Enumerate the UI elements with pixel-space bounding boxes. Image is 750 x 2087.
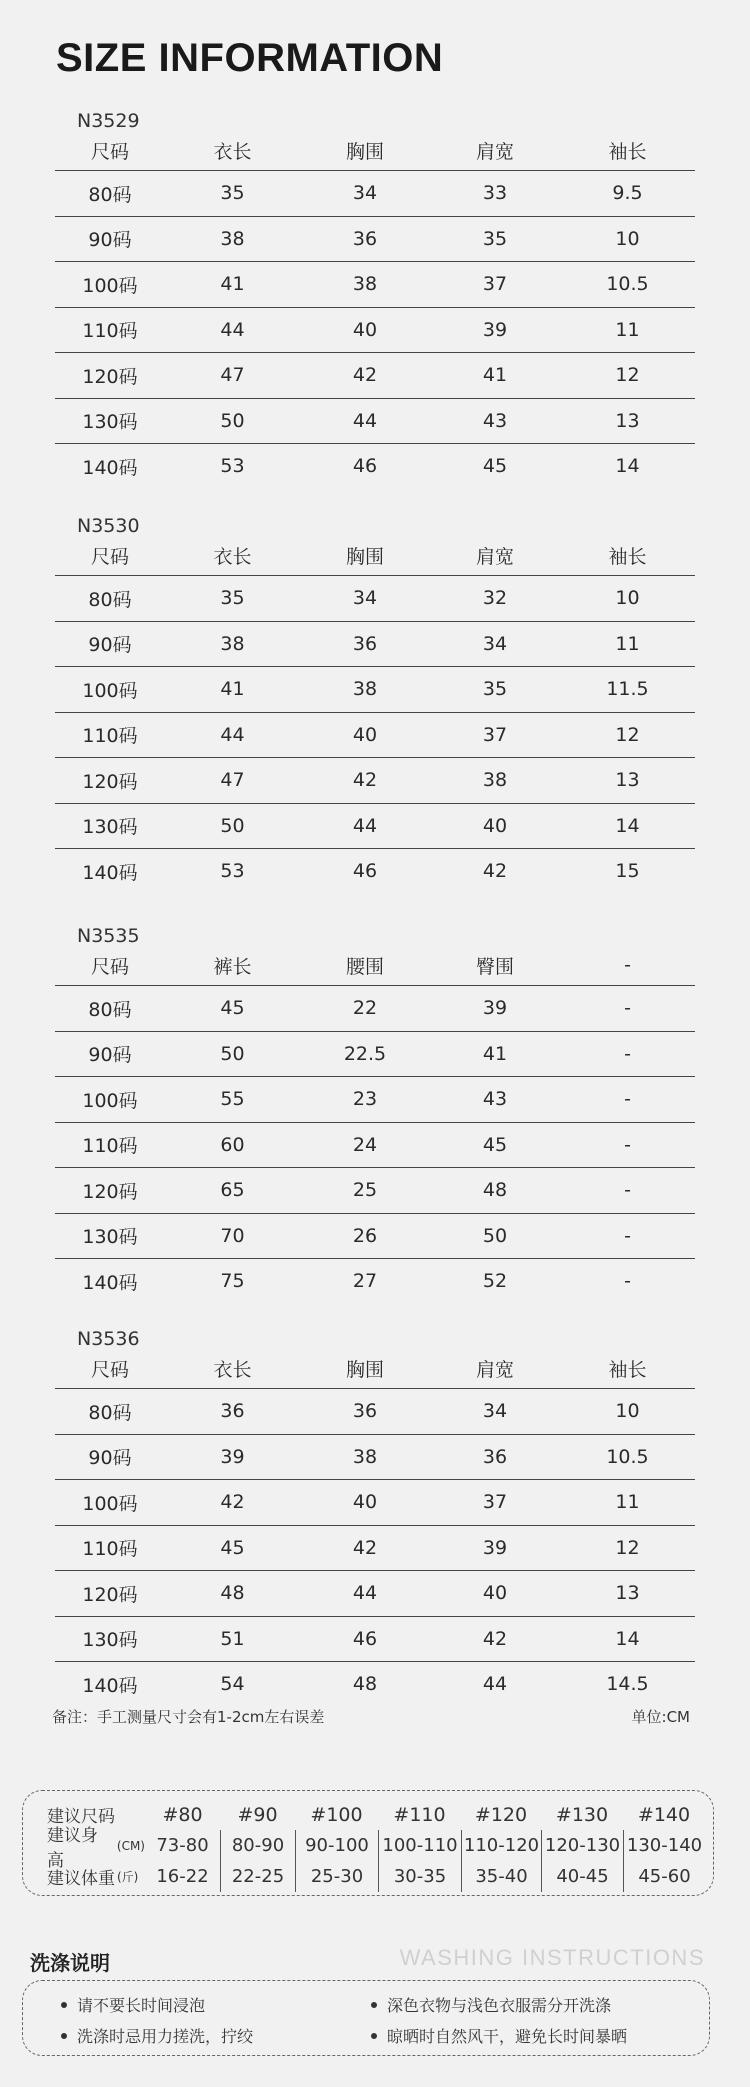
table-cell: 39 (482, 1536, 508, 1559)
column-header: 衣长 (213, 545, 252, 568)
table-cell: 25 (352, 1179, 378, 1202)
table-row (55, 1435, 695, 1481)
table-cell: 45 (220, 1536, 245, 1559)
bullet-icon (371, 2002, 377, 2008)
recommend-height: 73-80 (156, 1835, 209, 1856)
table-cell: 55 (220, 1088, 245, 1111)
table-row (55, 1526, 695, 1572)
table-cell: 36 (220, 1400, 245, 1423)
table-cell: 54 (220, 1673, 245, 1696)
table-cell: 13 (615, 409, 640, 432)
recommend-weight-label: 建议体重 (斤) (47, 1869, 139, 1889)
column-header: 袖长 (608, 545, 647, 568)
table-row (55, 217, 695, 263)
table-row (55, 1662, 695, 1707)
table-cell: 33 (482, 182, 508, 205)
table-row (55, 1214, 695, 1260)
column-header: 腰围 (345, 955, 384, 978)
table-cell: 39 (482, 997, 508, 1020)
table-cell: 110码 (82, 1538, 138, 1561)
table-row (55, 171, 695, 217)
size-table-n3529 (55, 110, 695, 489)
table-row (55, 1077, 695, 1123)
table-cell: 38 (352, 1445, 378, 1468)
column-header: 衣长 (213, 140, 252, 163)
table-cell: 12 (615, 364, 640, 387)
table-cell: 37 (482, 723, 508, 746)
note-text: 备注：手工测量尺寸会有1-2cm左右误差 (52, 1708, 325, 1726)
table-cell: 45 (220, 997, 245, 1020)
table-cell: 120码 (82, 1180, 138, 1203)
table-cell: 27 (352, 1270, 378, 1293)
washing-title-en: WASHING INSTRUCTIONS (399, 1945, 705, 1970)
table-cell: 37 (482, 1491, 508, 1514)
table-cell: 14 (615, 814, 640, 837)
table-row (55, 308, 695, 354)
table-cell: 12 (615, 1536, 640, 1559)
table-cell: 42 (352, 364, 378, 387)
table-cell: 52 (482, 1270, 508, 1293)
column-header: 胸围 (345, 545, 384, 568)
table-cell: 80码 (88, 998, 132, 1021)
table-cell: 48 (220, 1582, 245, 1605)
table-cell: 80码 (88, 588, 132, 611)
table-cell: 41 (220, 273, 245, 296)
table-row (55, 986, 695, 1032)
column-header: 肩宽 (475, 545, 514, 568)
recommend-size-label: 建议尺码 (47, 1807, 115, 1827)
table-cell: - (624, 1042, 631, 1065)
table-cell: 140码 (82, 456, 138, 479)
table-cell: 44 (220, 318, 245, 341)
table-cell: 120码 (82, 1583, 138, 1606)
table-cell: 40 (482, 814, 508, 837)
column-header: 尺码 (90, 545, 129, 568)
table-cell: 35 (220, 182, 245, 205)
table-cell: 41 (482, 364, 508, 387)
column-header: 尺码 (90, 955, 129, 978)
recommend-weight: 45-60 (623, 1861, 705, 1892)
table-cell: 130码 (82, 411, 138, 434)
table-cell: 110码 (82, 1135, 138, 1158)
table-cell: 140码 (82, 1674, 138, 1697)
table-cell: 42 (482, 1627, 508, 1650)
table-cell: - (624, 997, 631, 1020)
table-cell: 10 (615, 1400, 640, 1423)
table-cell: 35 (220, 587, 245, 610)
table-cell: - (624, 1133, 631, 1156)
table-cell: 42 (352, 1536, 378, 1559)
table-cell: 14 (615, 1627, 640, 1650)
table-cell: 38 (352, 678, 378, 701)
table-cell: 51 (220, 1627, 245, 1650)
table-cell: 11 (615, 632, 640, 655)
table-cell: 34 (482, 632, 508, 655)
table-cell: 90码 (88, 1044, 132, 1067)
table-cell: 43 (482, 1088, 508, 1111)
column-header: 裤长 (213, 955, 252, 978)
table-cell: 47 (220, 769, 245, 792)
table-cell: 65 (220, 1179, 245, 1202)
recommend-weight: 16-22 (156, 1866, 209, 1887)
table-cell: 100码 (82, 274, 138, 297)
recommend-size: #110 (393, 1803, 446, 1826)
table-cell: 140码 (82, 1271, 138, 1294)
recommend-height: 90-100 (295, 1830, 378, 1861)
table-row (55, 444, 695, 489)
table-cell: 38 (482, 769, 508, 792)
recommend-size: #100 (310, 1803, 363, 1826)
table-cell: 35 (482, 227, 508, 250)
column-header: 衣长 (213, 1358, 252, 1381)
table-cell: 41 (220, 678, 245, 701)
table-cell: 100码 (82, 679, 138, 702)
table-cell: 53 (220, 860, 245, 883)
recommend-weight: 25-30 (295, 1861, 378, 1892)
table-cell: 45 (482, 1133, 508, 1156)
column-header: 肩宽 (475, 140, 514, 163)
table-cell: 100码 (82, 1089, 138, 1112)
table-cell: 80码 (88, 1401, 132, 1424)
column-header: - (624, 954, 631, 976)
table-cell: 11 (615, 318, 640, 341)
table-cell: 50 (220, 814, 245, 837)
table-row (55, 758, 695, 804)
recommendation-box (22, 1790, 714, 1896)
table-cell: - (624, 1088, 631, 1111)
table-cell: 11.5 (606, 678, 649, 701)
table-cell: 40 (352, 1491, 378, 1514)
table-cell: 40 (352, 723, 378, 746)
recommend-weight: 40-45 (541, 1861, 623, 1892)
recommend-size: #140 (637, 1803, 691, 1826)
recommend-size: #130 (555, 1803, 609, 1826)
table-cell: 10 (615, 227, 640, 250)
table-cell: 46 (352, 1627, 378, 1650)
table-row (55, 622, 695, 668)
table-cell: 41 (482, 1042, 508, 1065)
table-cell: 50 (482, 1224, 508, 1247)
table-cell: 40 (352, 318, 378, 341)
table-cell: 130码 (82, 1629, 138, 1652)
table-row (55, 1571, 695, 1617)
table-cell: 13 (615, 1582, 640, 1605)
table-cell: 34 (482, 1400, 508, 1423)
table-row (55, 1617, 695, 1663)
recommend-size: #80 (162, 1803, 203, 1826)
bullet-icon (61, 2033, 67, 2039)
table-header-row (55, 1348, 695, 1389)
table-header-row (55, 130, 695, 171)
table-header-row (55, 535, 695, 576)
table-cell: 26 (352, 1224, 378, 1247)
size-table-n3535 (55, 925, 695, 1304)
table-cell: 50 (220, 409, 245, 432)
washing-box (22, 1980, 710, 2056)
table-cell: 42 (220, 1491, 245, 1514)
table-cell: 90码 (88, 229, 132, 252)
recommend-height: 130-140 (623, 1830, 705, 1861)
recommend-weight: 22-25 (220, 1861, 295, 1892)
table-cell: 120码 (82, 365, 138, 388)
table-cell: 36 (352, 227, 378, 250)
table-cell: 37 (482, 273, 508, 296)
recommend-weight: 35-40 (461, 1861, 541, 1892)
table-cell: 23 (352, 1088, 378, 1111)
column-header: 尺码 (90, 1358, 129, 1381)
recommend-size: #120 (474, 1803, 528, 1826)
table-cell: 9.5 (612, 182, 643, 205)
table-cell: 100码 (82, 1492, 138, 1515)
table-cell: 50 (220, 1042, 245, 1065)
table-cell: 43 (482, 409, 508, 432)
table-row (55, 804, 695, 850)
size-table-n3530 (55, 515, 695, 894)
measurement-note (52, 1706, 690, 1727)
product-code: N3536 (77, 1328, 140, 1350)
recommend-height: 110-120 (461, 1830, 541, 1861)
table-cell: 46 (352, 860, 378, 883)
washing-item: 请不要长时间浸泡 (61, 1993, 205, 2016)
table-header-row (55, 945, 695, 986)
table-cell: 34 (352, 587, 378, 610)
table-cell: 44 (352, 409, 378, 432)
table-cell: 44 (352, 814, 378, 837)
size-table-n3536 (55, 1328, 695, 1707)
table-row (55, 1168, 695, 1214)
table-cell: 90码 (88, 634, 132, 657)
table-cell: 47 (220, 364, 245, 387)
recommend-size: #90 (237, 1803, 278, 1826)
bullet-icon (61, 2002, 67, 2008)
table-row (55, 1389, 695, 1435)
bullet-icon (371, 2033, 377, 2039)
column-header: 尺码 (90, 140, 129, 163)
page-title: SIZE INFORMATION (56, 36, 444, 80)
table-cell: 12 (615, 723, 640, 746)
table-cell: 75 (220, 1270, 245, 1293)
table-row (55, 1480, 695, 1526)
table-row (55, 262, 695, 308)
table-cell: 38 (220, 632, 245, 655)
column-header: 袖长 (608, 140, 647, 163)
table-cell: - (624, 1179, 631, 1202)
table-cell: 24 (352, 1133, 378, 1156)
table-cell: 14.5 (606, 1673, 649, 1696)
table-cell: 46 (352, 455, 378, 478)
unit-text: 单位:CM (631, 1708, 690, 1726)
table-cell: 110码 (82, 725, 138, 748)
column-header: 胸围 (345, 140, 384, 163)
table-cell: 15 (615, 860, 640, 883)
table-cell: 32 (482, 587, 508, 610)
table-cell: 140码 (82, 861, 138, 884)
washing-item: 深色衣物与浅色衣服需分开洗涤 (371, 1993, 611, 2016)
table-cell: 44 (220, 723, 245, 746)
table-cell: 38 (352, 273, 378, 296)
table-cell: 39 (220, 1445, 245, 1468)
table-cell: 34 (352, 182, 378, 205)
table-cell: 11 (615, 1491, 640, 1514)
table-row (55, 1123, 695, 1169)
table-row (55, 1259, 695, 1304)
table-row (55, 1032, 695, 1078)
table-cell: 22 (352, 997, 378, 1020)
table-cell: 42 (482, 860, 508, 883)
table-cell: 36 (352, 632, 378, 655)
table-row (55, 399, 695, 445)
table-cell: 45 (482, 455, 508, 478)
product-code: N3530 (77, 515, 140, 537)
table-cell: 130码 (82, 1226, 138, 1249)
table-cell: 130码 (82, 816, 138, 839)
table-row (55, 667, 695, 713)
table-cell: 48 (352, 1673, 378, 1696)
column-header: 臀围 (475, 955, 514, 978)
product-code: N3535 (77, 925, 140, 947)
table-cell: 44 (352, 1582, 378, 1605)
table-cell: 38 (220, 227, 245, 250)
table-cell: 60 (220, 1133, 245, 1156)
table-cell: 44 (482, 1673, 508, 1696)
table-cell: 39 (482, 318, 508, 341)
table-row (55, 849, 695, 894)
recommend-weight: 30-35 (378, 1861, 461, 1892)
column-header: 肩宽 (475, 1358, 514, 1381)
column-header: 袖长 (608, 1358, 647, 1381)
table-cell: 13 (615, 769, 640, 792)
recommend-height: 80-90 (220, 1830, 295, 1861)
table-cell: 35 (482, 678, 508, 701)
table-cell: 42 (352, 769, 378, 792)
table-cell: 14 (615, 455, 640, 478)
product-code: N3529 (77, 110, 140, 132)
table-cell: 36 (352, 1400, 378, 1423)
recommend-height: 100-110 (378, 1830, 461, 1861)
table-cell: 22.5 (343, 1042, 387, 1065)
table-cell: 40 (482, 1582, 508, 1605)
table-cell: 48 (482, 1179, 508, 1202)
table-cell: 120码 (82, 770, 138, 793)
table-row (55, 713, 695, 759)
recommendation-grid (35, 1799, 705, 1892)
table-row (55, 353, 695, 399)
table-cell: 70 (220, 1224, 245, 1247)
table-cell: 90码 (88, 1447, 132, 1470)
recommend-height: 120-130 (541, 1830, 623, 1861)
table-cell: 80码 (88, 183, 132, 206)
table-cell: 10.5 (606, 273, 649, 296)
table-cell: - (624, 1270, 631, 1293)
washing-item: 洗涤时忌用力搓洗，拧绞 (61, 2024, 253, 2047)
table-cell: 53 (220, 455, 245, 478)
table-cell: 10 (615, 587, 640, 610)
table-cell: - (624, 1224, 631, 1247)
column-header: 胸围 (345, 1358, 384, 1381)
table-cell: 110码 (82, 320, 138, 343)
table-cell: 36 (482, 1445, 508, 1468)
table-row (55, 576, 695, 622)
washing-title: 洗涤说明 (30, 1951, 110, 1975)
washing-item: 晾晒时自然风干，避免长时间暴晒 (371, 2024, 627, 2047)
table-cell: 10.5 (606, 1445, 649, 1468)
recommend-height-label: 建议身高 (CM) (47, 1825, 145, 1871)
